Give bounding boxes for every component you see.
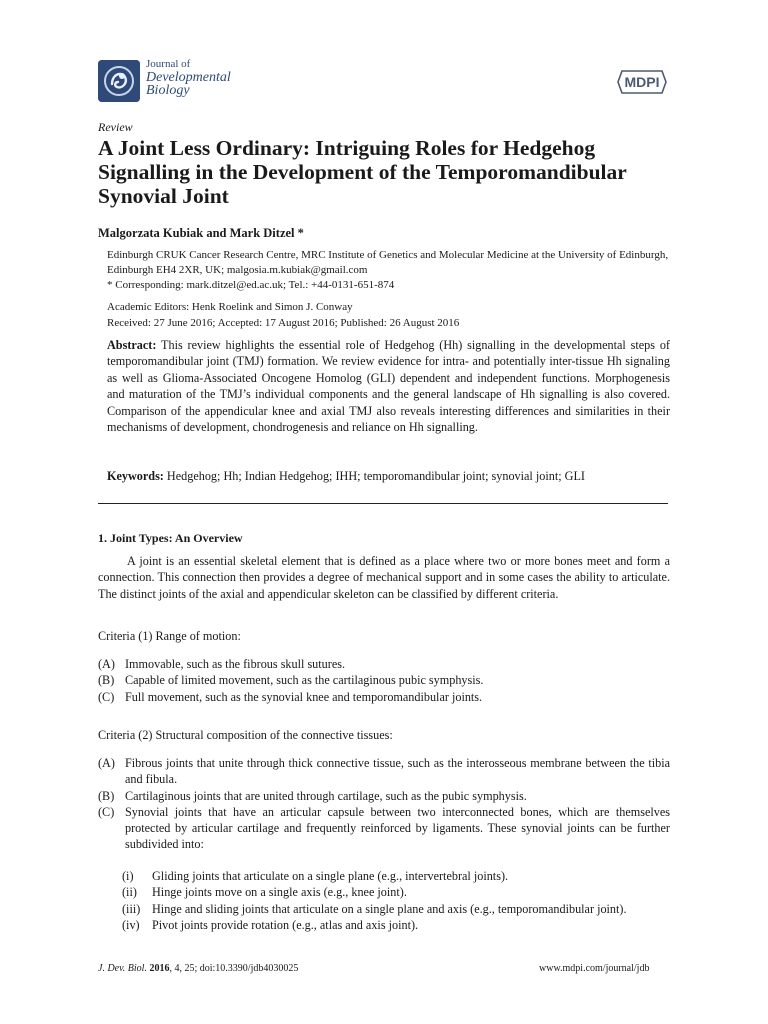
list-marker: (A) xyxy=(98,657,115,671)
list-item xyxy=(122,868,672,884)
list-item xyxy=(98,672,670,688)
abstract-label: Abstract: xyxy=(107,338,157,352)
criteria-2-heading: Criteria (2) Structural composition of the connective tissues: xyxy=(98,728,393,742)
list-marker: (A) xyxy=(98,756,115,770)
list-text: Gliding joints that articulate on a single plane (e.g., intervertebral joints). xyxy=(152,869,509,883)
journal-name-line1: Journal of xyxy=(146,58,191,70)
list-item xyxy=(122,917,672,933)
list-item xyxy=(98,689,670,705)
list-marker: (iii) xyxy=(122,901,141,916)
article-title: A Joint Less Ordinary: Intriguing Roles for Hedgehog Signalling in the Development of the Temporomandibular Synovial Joint xyxy=(98,136,627,208)
journal-name xyxy=(146,58,231,97)
body-paragraph: A joint is an essential skeletal element that is defined as a place where two or more bones meet and form a connection. This connection then provides a degree of mechanical support and in some cases the ability to articulate. The distinct joints of the axial and appendicular skeleton can be classified by different criteria. xyxy=(98,554,670,601)
article-type: Review xyxy=(98,120,133,134)
corresponding-author: * Corresponding: mark.ditzel@ed.ac.uk; Tel.: +44-0131-651-874 xyxy=(107,279,395,291)
citation-footer xyxy=(98,963,298,974)
list-marker: (B) xyxy=(98,788,115,803)
keywords xyxy=(107,469,670,484)
publication-dates: Received: 27 June 2016; Accepted: 17 August 2016; Published: 26 August 2016 xyxy=(107,317,460,329)
affiliation: Edinburgh CRUK Cancer Research Centre, MRC Institute of Genetics and Molecular Medicine at the University of Edinburgh, Edinburgh EH4 2XR, UK; malgosia.m.kubiak@gmail.com xyxy=(107,249,669,276)
list-text: Capable of limited movement, such as the cartilaginous pubic symphysis. xyxy=(125,673,484,688)
keywords-label: Keywords: xyxy=(107,469,164,483)
criteria-1-heading: Criteria (1) Range of motion: xyxy=(98,629,241,643)
list-item xyxy=(98,656,670,672)
list-text: Pivot joints provide rotation (e.g., atlas and axis joint). xyxy=(152,917,419,932)
list-text: Synovial joints that have an articular capsule between two interconnected bones, which are themselves protected by articular cartilage and frequently reinforced by ligaments. These synovial joints can be further subdivided into: xyxy=(125,804,670,852)
abstract-text: This review highlights the essential role of Hedgehog (Hh) signalling in the developmental steps of temporomandibular joint (TMJ) formation. We review evidence for intra- and potentially inter-tissue Hh signaling as well as Glioma-Associated Oncogene Homolog (GLI) dependent and independent functions. Morphogenesis and maturation of the TMJ’s individual components and the general landscape of Hh signalling is also covered. Comparison of the appendicular knee and axial TMJ also reveals interesting differences and similarities in their mechanisms of development, chondrogenesis and reliance on Hh signalling. xyxy=(107,338,670,435)
list-text: Cartilaginous joints that are united through cartilage, such as the pubic symphysis. xyxy=(125,788,527,803)
synovial-subtypes-list xyxy=(122,868,672,933)
list-text: Hinge and sliding joints that articulate on a single plane and axis (e.g., temporomandibular joint). xyxy=(152,901,627,916)
academic-editors: Academic Editors: Henk Roelink and Simon J. Conway xyxy=(107,301,353,313)
publisher-name: MDPI xyxy=(624,74,660,90)
publisher-logo xyxy=(616,69,668,95)
list-item xyxy=(98,804,670,853)
journal-logo-icon xyxy=(98,60,140,102)
structural-composition-list xyxy=(98,755,670,853)
list-text: Full movement, such as the synovial knee and temporomandibular joints. xyxy=(125,689,483,704)
citation-details: , 4, 25; doi:10.3390/jdb4030025 xyxy=(169,963,299,974)
list-item xyxy=(122,901,672,917)
list-marker: (C) xyxy=(98,689,115,704)
list-text: Hinge joints move on a single axis (e.g., knee joint). xyxy=(152,885,407,900)
list-marker: (ii) xyxy=(122,885,137,900)
abstract xyxy=(107,337,670,435)
separator-rule xyxy=(98,503,668,504)
journal-abbreviation: J. Dev. Biol. xyxy=(98,963,147,974)
list-text: Immovable, such as the fibrous skull sutures. xyxy=(125,657,346,671)
list-text: Fibrous joints that unite through thick connective tissue, such as the interosseous membrane between the tibia and fibula. xyxy=(125,756,670,787)
section-heading: 1. Joint Types: An Overview xyxy=(98,531,243,545)
journal-url[interactable]: www.mdpi.com/journal/jdb xyxy=(539,963,650,974)
list-item xyxy=(98,788,670,804)
list-marker: (i) xyxy=(122,869,134,883)
citation-year: 2016 xyxy=(149,963,170,974)
keywords-text: Hedgehog; Hh; Indian Hedgehog; IHH; temporomandibular joint; synovial joint; GLI xyxy=(163,469,585,483)
range-of-motion-list xyxy=(98,656,670,705)
list-item xyxy=(122,884,672,900)
list-item xyxy=(98,755,670,788)
journal-name-line2: Developmental xyxy=(146,70,231,85)
list-marker: (iv) xyxy=(122,917,140,932)
authors: Malgorzata Kubiak and Mark Ditzel * xyxy=(98,226,304,240)
list-marker: (C) xyxy=(98,804,115,819)
journal-name-line3: Biology xyxy=(146,83,190,98)
list-marker: (B) xyxy=(98,673,115,688)
